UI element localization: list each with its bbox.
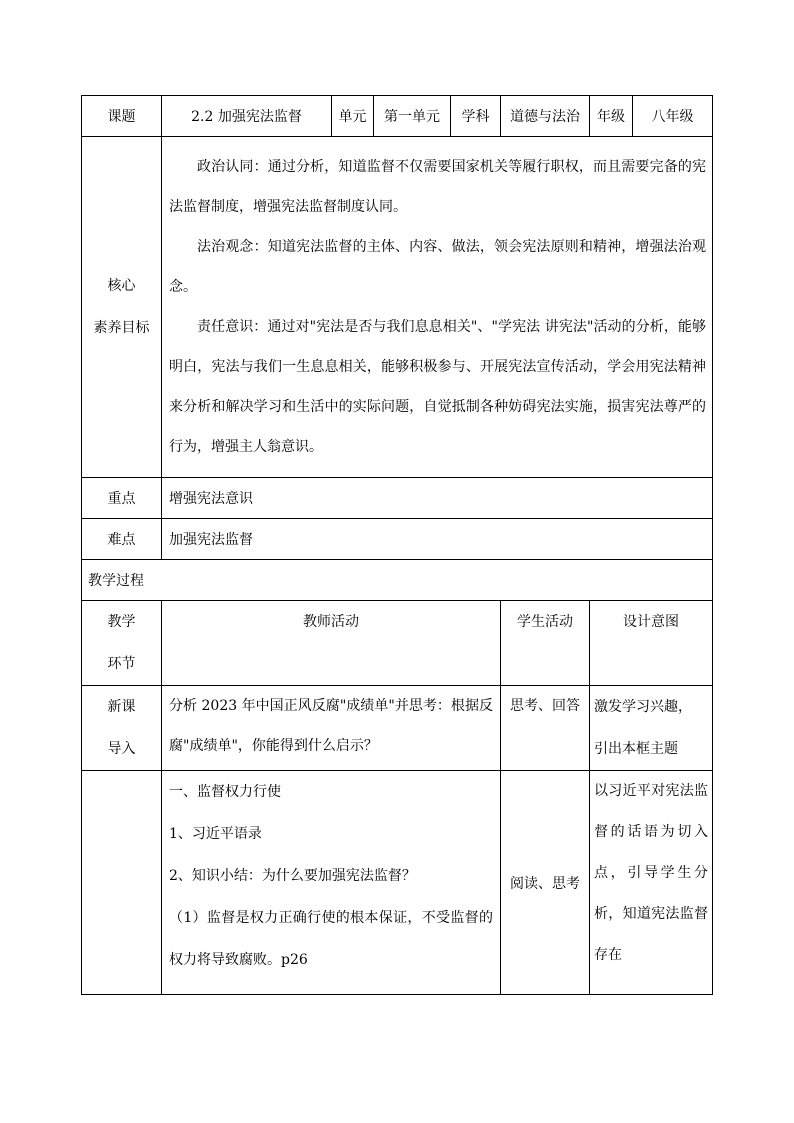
goals-row: [82, 137, 713, 478]
stage-column-header: [82, 601, 162, 686]
intro-design-line2: 引出本框主题: [594, 741, 678, 757]
teacher-column-header: 教师活动: [162, 601, 501, 686]
grade-value: 八年级: [633, 96, 713, 137]
goals-content: [162, 137, 713, 478]
topic-value: 2.2 加强宪法监督: [162, 96, 332, 137]
goals-label-line2: 素养目标: [93, 320, 150, 336]
difficult-point-value: 加强宪法监督: [162, 519, 713, 560]
intro-design: [590, 686, 713, 771]
goals-label-line1: 核心: [107, 278, 136, 294]
grade-label: 年级: [590, 96, 633, 137]
supervision-stage: [82, 771, 162, 995]
supervision-design: [590, 771, 713, 995]
teacher-line-point1: （1）监督是权力正确行使的根本保证，不受监督的权力将导致腐败。p26: [169, 910, 493, 968]
key-point-row: [82, 478, 713, 519]
intro-stage-line2: 导入: [107, 741, 136, 757]
key-point-value: 增强宪法意识: [162, 478, 713, 519]
header-row: [82, 96, 713, 137]
teacher-line-quote: 1、习近平语录: [169, 826, 262, 842]
process-title-row: [82, 560, 713, 601]
topic-label: 课题: [82, 96, 162, 137]
difficult-point-label: 难点: [82, 519, 162, 560]
column-header-row: [82, 601, 713, 686]
supervision-student-activity: 阅读、思考: [501, 771, 590, 995]
intro-design-line1: 激发学习兴趣，: [594, 699, 692, 715]
stage-header-line1: 教学: [107, 614, 136, 630]
unit-value: 第一单元: [374, 96, 451, 137]
goal-political: 政治认同：通过分析，知道监督不仅需要国家机关等履行职权，而且需要完备的宪法监督制度，增强宪法监督制度认同。: [169, 159, 706, 215]
difficult-point-row: [82, 519, 713, 560]
process-title: 教学过程: [82, 560, 713, 601]
goal-responsibility: 责任意识：通过对"宪法是否与我们息息相关"、"学宪法 讲宪法"活动的分析，能够明白，宪法与我们一生息息相关，能够积极参与、开展宪法宣传活动，学会用宪法精神来分析和解决学习和生活中的实际问题，自觉抵制各种妨碍宪法实施，损害宪法尊严的行为，增强主人翁意识。: [169, 319, 706, 455]
goal-rule-of-law: 法治观念：知道宪法监督的主体、内容、做法，领会宪法原则和精神，增强法治观念。: [169, 239, 706, 295]
intro-student-activity: 思考、回答: [501, 686, 590, 771]
intro-stage-line1: 新课: [107, 699, 136, 715]
student-column-header: 学生活动: [501, 601, 590, 686]
lesson-plan-table: [81, 95, 713, 995]
supervision-row: [82, 771, 713, 995]
intro-teacher-activity: [162, 686, 501, 771]
design-column-header: 设计意图: [590, 601, 713, 686]
intro-row: [82, 686, 713, 771]
unit-label: 单元: [332, 96, 374, 137]
subject-value: 道德与法治: [501, 96, 590, 137]
intro-stage: [82, 686, 162, 771]
teacher-line-heading: 一、监督权力行使: [169, 784, 281, 800]
teacher-line-summary: 2、知识小结：为什么要加强宪法监督？: [169, 868, 416, 884]
supervision-teacher-activity: [162, 771, 501, 995]
stage-header-line2: 环节: [107, 656, 136, 672]
intro-teacher-text: 分析 2023 年中国正风反腐"成绩单"并思考：根据反腐"成绩单"，你能得到什么启示？: [169, 698, 493, 754]
subject-label: 学科: [451, 96, 501, 137]
goals-label: [82, 137, 162, 478]
key-point-label: 重点: [82, 478, 162, 519]
supervision-design-text: 以习近平对宪法监督的话语为切入点，引导学生分析，知道宪法监督存在: [594, 783, 708, 963]
